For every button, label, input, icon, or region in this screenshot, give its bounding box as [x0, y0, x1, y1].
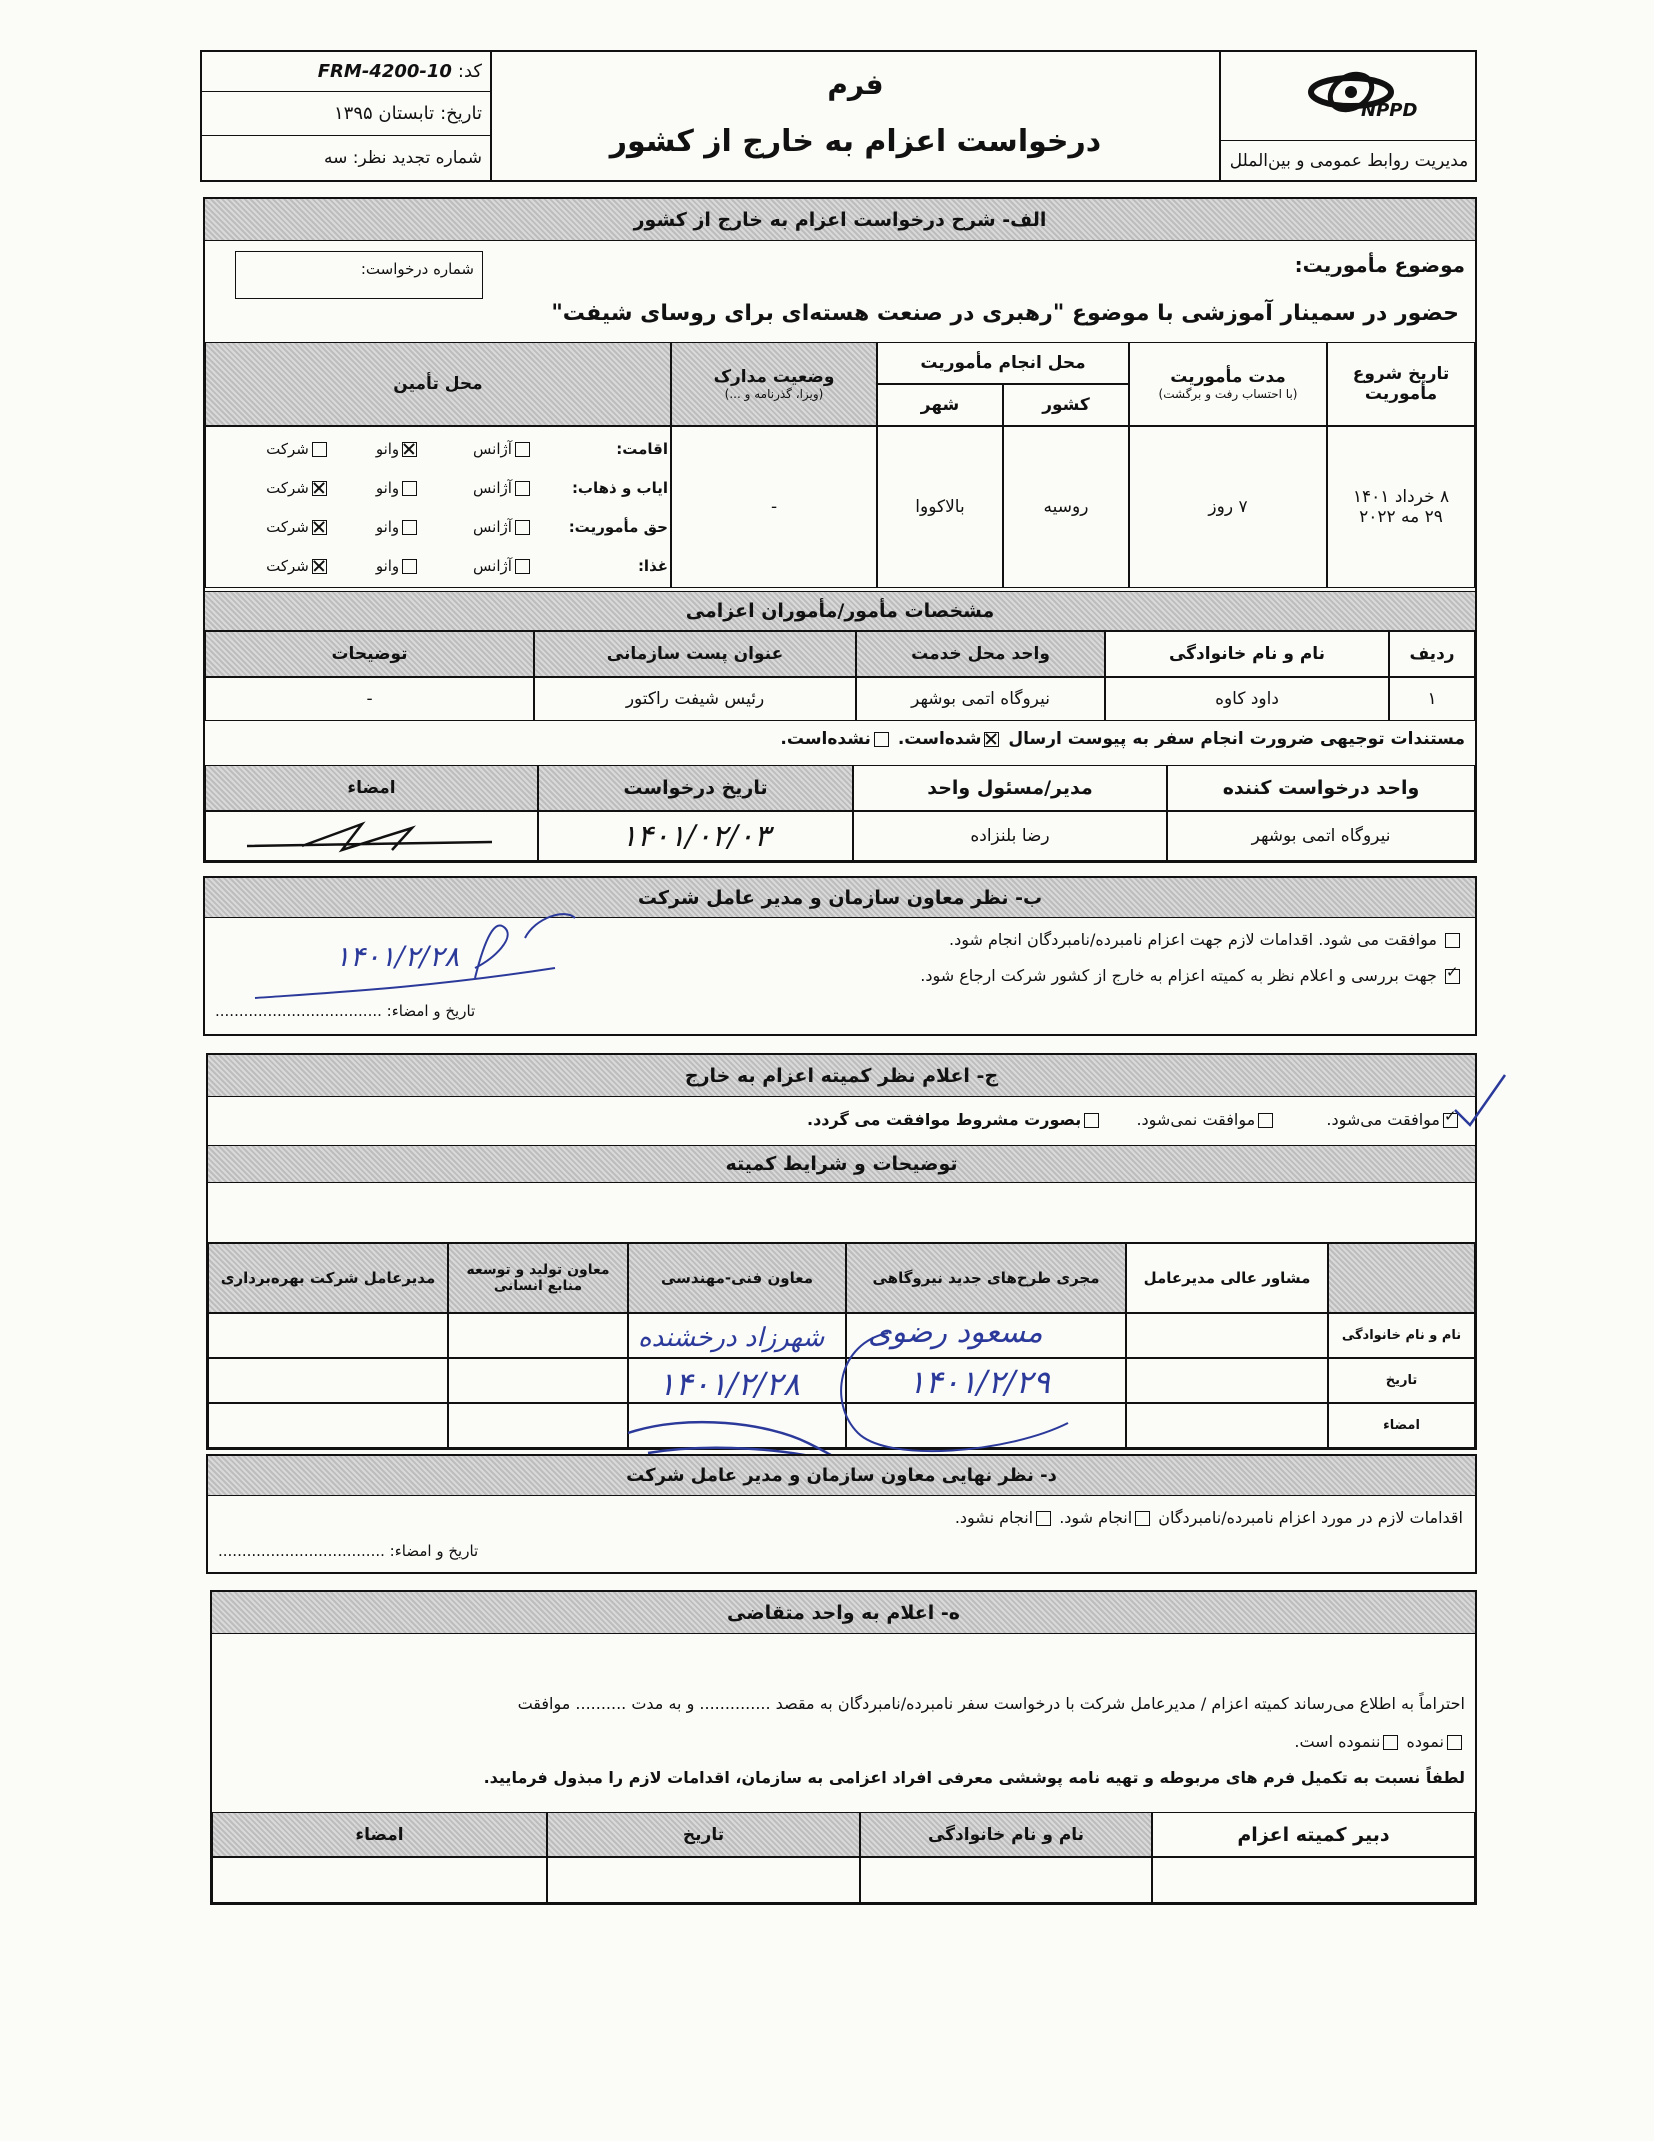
- staff-table: [205, 631, 1475, 721]
- form-header: [200, 50, 1477, 182]
- revision-number: شماره تجدید نظر: سه: [323, 148, 482, 168]
- notice-line-2: نموده ننموده است.: [1294, 1732, 1465, 1751]
- docs-sent-checkbox[interactable]: [984, 732, 999, 747]
- requester-signature: [205, 811, 538, 861]
- date-label: تاریخ:: [440, 103, 482, 124]
- agency-checkbox[interactable]: [515, 442, 530, 457]
- section-b-date-sign: تاریخ و امضاء: ...................................: [215, 1002, 476, 1020]
- agency-checkbox[interactable]: [515, 520, 530, 535]
- form-date: تابستان ۱۳۹۵: [334, 103, 435, 124]
- mission-subject: حضور در سمینار آموزشی با موضوع "رهبری در صنعت هسته‌ای برای روسای شیفت": [551, 301, 1459, 326]
- request-number-label: شماره درخواست:: [360, 260, 474, 278]
- col-visa: وضعیت مدارک (ویزا، گذرنامه و ...): [671, 342, 877, 426]
- cost-row-transport: ایاب و ذهاب: آژانس وانو شرکت: [266, 478, 668, 497]
- request-date: ۱۴۰۱/۰۲/۰۳: [538, 811, 853, 861]
- col-row: ردیف: [1389, 631, 1475, 677]
- cost-row-food: غذا: آژانس وانو شرکت: [266, 556, 668, 575]
- col-unit-manager: مدیر/مسئول واحد: [853, 765, 1167, 811]
- row-date-label: تاریخ: [1328, 1358, 1475, 1403]
- notice-line-3: لطفاً نسبت به تکمیل فرم های مربوطه و تهیه نامه پوششی معرفی افراد اعزامی به سازمان، اقدامات لازم را مبذول فرمایید.: [483, 1768, 1465, 1787]
- code-label: کد:: [457, 61, 482, 82]
- page-title: درخواست اعزام به خارج از کشور: [609, 124, 1102, 159]
- col-duration: مدت مأموریت (با احتساب رفت و برگشت): [1129, 342, 1327, 426]
- handwritten-name-1: مسعود رضوی: [868, 1315, 1043, 1350]
- company-checkbox[interactable]: [312, 559, 327, 574]
- staff-position: رئیس شیفت راکتور: [534, 677, 856, 721]
- section-e-heading: ه- اعلام به واحد متقاضی: [212, 1592, 1475, 1634]
- department-name: مدیریت روابط عمومی و بین‌الملل: [1221, 140, 1477, 180]
- section-d: [206, 1454, 1477, 1574]
- notes-area: [208, 1183, 1475, 1243]
- company-checkbox[interactable]: [312, 442, 327, 457]
- col-hr-deputy: معاون تولید و توسعه منابع انسانی: [448, 1243, 628, 1313]
- col-notes: توضیحات: [205, 631, 534, 677]
- row-sign-label: امضاء: [1328, 1403, 1475, 1448]
- section-a-heading: الف- شرح درخواست اعزام به خارج از کشور: [205, 199, 1475, 241]
- section-d-heading: د- نظر نهایی معاون سازمان و مدیر عامل شرکت: [208, 1456, 1475, 1496]
- signature-icon: [242, 816, 502, 856]
- col-senior-advisor: مشاور عالی مدیرعامل: [1126, 1243, 1328, 1313]
- final-dont-checkbox[interactable]: [1036, 1511, 1051, 1526]
- agency-checkbox[interactable]: [515, 481, 530, 496]
- option-approve: موافقت می شود. اقدامات لازم جهت اعزام نامبرده/نامبردگان انجام شود.: [949, 930, 1463, 949]
- col-secretary-date: تاریخ: [547, 1812, 860, 1857]
- duration-value: ۷ روز: [1129, 426, 1327, 588]
- handwritten-date-2: ۱۴۰۱/۲/۲۸: [658, 1365, 800, 1403]
- staff-heading: مشخصات مأمور/مأموران اعزامی: [205, 591, 1475, 631]
- meta-column: [202, 52, 492, 180]
- row-name-label: نام و نام خانوادگی: [1328, 1313, 1475, 1358]
- vano-checkbox[interactable]: [402, 442, 417, 457]
- company-logo: [1271, 60, 1431, 132]
- form-word: فرم: [827, 68, 884, 101]
- col-secretary-sign: امضاء: [212, 1812, 547, 1857]
- visa-value: -: [671, 426, 877, 588]
- col-secretary: دبیر کمیته اعزام: [1152, 1812, 1475, 1857]
- option-refer: ✓ جهت بررسی و اعلام نظر به کمیته اعزام به خارج از کشور شرکت ارجاع شود.: [920, 966, 1463, 985]
- section-b-handwritten-date: ۱۴۰۱/۲/۲۸: [335, 940, 460, 973]
- section-a: [203, 197, 1477, 863]
- committee-disagree-checkbox[interactable]: [1258, 1113, 1273, 1128]
- vano-checkbox[interactable]: [402, 559, 417, 574]
- cost-row-per-diem: حق مأموریت: آژانس وانو شرکت: [266, 517, 668, 536]
- company-checkbox[interactable]: [312, 520, 327, 535]
- notice-line-1: احتراماً به اطلاع می‌رساند کمیته اعزام / مدیرعامل شرکت با درخواست سفر نامبرده/نامبردگان به مقصد .............. و به مدت .......... موافقت: [517, 1694, 1465, 1713]
- col-technical-deputy: معاون فنی-مهندسی: [628, 1243, 846, 1313]
- section-b: [203, 876, 1477, 1036]
- handwritten-date-1: ۱۴۰۱/۲/۲۹: [908, 1363, 1050, 1401]
- notes-heading: توضیحات و شرایط کمیته: [208, 1145, 1475, 1183]
- requesting-unit: نیروگاه اتمی بوشهر: [1167, 811, 1475, 861]
- col-name: نام و نام خانوادگی: [1105, 631, 1389, 677]
- did-not-agree-checkbox[interactable]: [1383, 1735, 1398, 1750]
- col-requesting-unit: واحد درخواست کننده: [1167, 765, 1475, 811]
- cost-row-accommodation: اقامت: آژانس وانو شرکت: [266, 439, 668, 458]
- final-decision: اقدامات لازم در مورد اعزام نامبرده/نامبردگان انجام شود. انجام نشود.: [954, 1508, 1463, 1527]
- mission-table: [205, 342, 1475, 588]
- company-checkbox[interactable]: [312, 481, 327, 496]
- secretary-table: [212, 1812, 1475, 1903]
- section-d-date-sign: تاریخ و امضاء: ...................................: [218, 1542, 479, 1560]
- vano-checkbox[interactable]: [402, 481, 417, 496]
- section-c: [206, 1053, 1477, 1450]
- city-value: بالاکووا: [877, 426, 1003, 588]
- col-request-date: تاریخ درخواست: [538, 765, 853, 811]
- col-start-date: تاریخ شروع مأموریت: [1327, 342, 1475, 426]
- staff-row-no: ۱: [1389, 677, 1475, 721]
- supporting-docs-note: مستندات توجیهی ضرورت انجام سفر به پیوست ارسال شده‌است. نشده‌است.: [780, 729, 1465, 749]
- col-city: شهر: [877, 384, 1003, 426]
- col-signature: امضاء: [205, 765, 538, 811]
- col-cost-source: محل تأمین: [205, 342, 671, 426]
- staff-name: داود کاوه: [1105, 677, 1389, 721]
- atom-logo-icon: [1271, 60, 1431, 132]
- cost-source-options: [205, 426, 671, 588]
- section-c-heading: ج- اعلام نظر کمیته اعزام به خارج: [208, 1055, 1475, 1097]
- final-do-checkbox[interactable]: [1135, 1511, 1150, 1526]
- committee-conditional-checkbox[interactable]: [1084, 1113, 1099, 1128]
- subject-label: موضوع مأموریت:: [1294, 253, 1465, 277]
- refer-checkbox[interactable]: [1445, 969, 1460, 984]
- section-e: [210, 1590, 1477, 1905]
- logo-column: [1219, 52, 1475, 180]
- col-ceo: مدیرعامل شرکت بهره‌برداری: [208, 1243, 448, 1313]
- did-agree-checkbox[interactable]: [1447, 1735, 1462, 1750]
- logo-text: NPPD: [1361, 100, 1418, 121]
- staff-notes: -: [205, 677, 534, 721]
- staff-unit: نیروگاه اتمی بوشهر: [856, 677, 1105, 721]
- committee-decision: ✓موافقت می‌شود. موافقت نمی‌شود. بصورت مشروط موافقت می گردد.: [807, 1110, 1461, 1129]
- col-location: محل انجام مأموریت: [877, 342, 1129, 384]
- docs-not-sent-checkbox[interactable]: [874, 732, 889, 747]
- unit-manager: رضا بلنزاده: [853, 811, 1167, 861]
- col-unit: واحد محل خدمت: [856, 631, 1105, 677]
- country-value: روسیه: [1003, 426, 1129, 588]
- col-position: عنوان پست سازمانی: [534, 631, 856, 677]
- form-code: FRM-4200-10: [317, 61, 452, 82]
- vano-checkbox[interactable]: [402, 520, 417, 535]
- section-b-signature-icon: [245, 898, 565, 1008]
- request-number-box: [235, 251, 483, 299]
- handwritten-name-2: شهرزاد درخشنده: [638, 1323, 825, 1353]
- col-secretary-name: نام و نام خانوادگی: [860, 1812, 1152, 1857]
- col-new-projects: مجری طرح‌های جدید نیروگاهی: [846, 1243, 1126, 1313]
- committee-sign-table: [208, 1243, 1475, 1448]
- agency-checkbox[interactable]: [515, 559, 530, 574]
- start-date-value: ۸ خرداد ۱۴۰۱ ۲۹ مه ۲۰۲۲: [1327, 426, 1475, 588]
- approve-checkbox[interactable]: [1445, 933, 1460, 948]
- section-b-heading: ب- نظر معاون سازمان و مدیر عامل شرکت: [205, 878, 1475, 918]
- margin-check-icon: [1450, 1070, 1510, 1130]
- col-country: کشور: [1003, 384, 1129, 426]
- requester-table: [205, 765, 1475, 861]
